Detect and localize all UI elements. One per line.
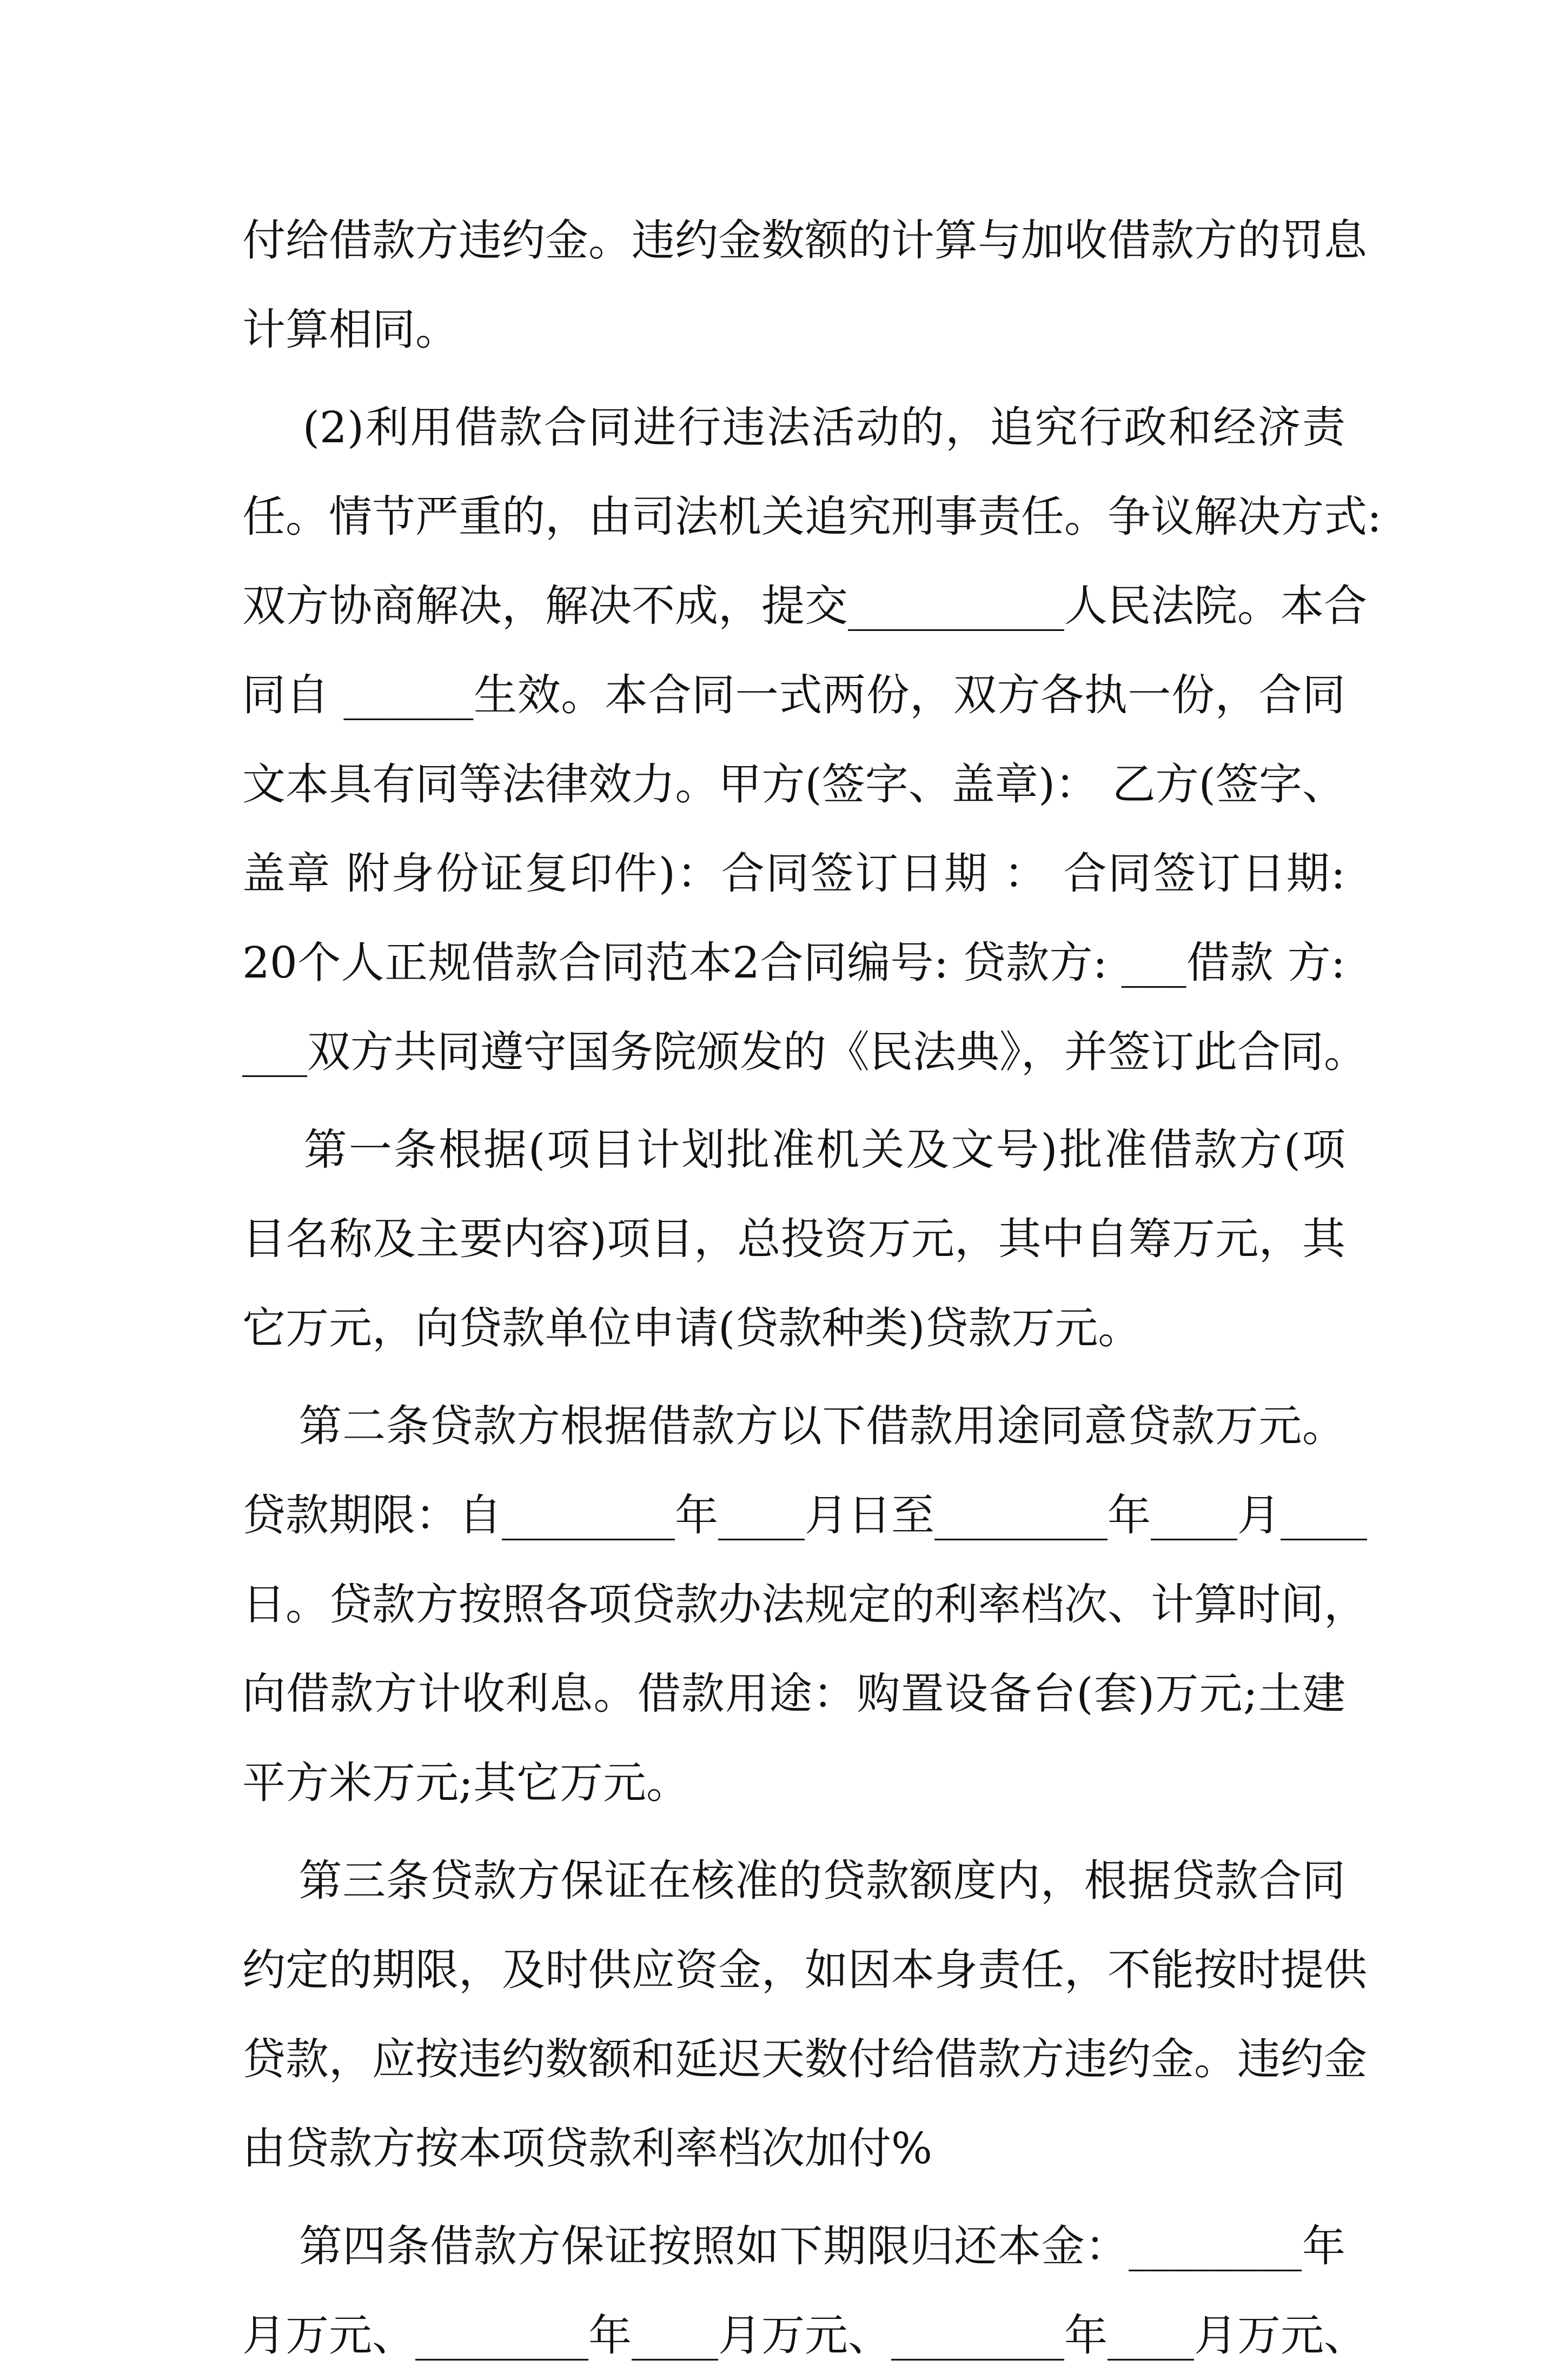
text-line: 20个人正规借款合同范本2合同编号: 贷款方: ___借款 方: bbox=[242, 938, 1345, 988]
text-line: 月万元、________年____月万元、________年____月万元、 bbox=[242, 2310, 1367, 2361]
text-line: 它万元，向贷款单位申请(贷款种类)贷款万元。 bbox=[242, 1303, 1142, 1353]
text-line: 约定的期限，及时供应资金，如因本身责任，不能按时提供 bbox=[242, 1945, 1367, 1995]
text-line: 同自 ______生效。本合同一式两份，双方各执一份，合同 bbox=[242, 670, 1345, 720]
text-line: 第四条借款方保证按照如下期限归还本金：________年 bbox=[242, 2221, 1345, 2271]
text-line: 由贷款方按本项贷款利率档次加付% bbox=[242, 2123, 933, 2173]
text-line: 计算相同。 bbox=[242, 304, 459, 355]
text-line: 第二条贷款方根据借款方以下借款用途同意贷款万元。 bbox=[242, 1401, 1345, 1451]
text-line: (2)利用借款合同进行违法活动的，追究行政和经济责 bbox=[242, 402, 1345, 453]
text-line: 盖章 附身份证复印件)：合同签订日期 ： 合同签订日期: bbox=[242, 848, 1345, 899]
contract-text-body bbox=[242, 196, 1382, 2380]
text-line: 任。情节严重的，由司法机关追究刑事责任。争议解决方式: bbox=[242, 491, 1382, 542]
text-line: 第一条根据(项目计划批准机关及文号)批准借款方(项 bbox=[242, 1125, 1345, 1175]
text-line: ___双方共同遵守国务院颁发的《民法典》，并签订此合同。 bbox=[242, 1027, 1367, 1077]
text-line: 贷款，应按违约数额和延迟天数付给借款方违约金。违约金 bbox=[242, 2034, 1367, 2084]
text-line: 目名称及主要内容)项目，总投资万元，其中自筹万元，其 bbox=[242, 1214, 1345, 1264]
text-line: 向借款方计收利息。借款用途：购置设备台(套)万元;土建 bbox=[242, 1668, 1345, 1719]
text-line: 第三条贷款方保证在核准的贷款额度内，根据贷款合同 bbox=[242, 1856, 1345, 1906]
text-line: 贷款期限：自________年____月日至________年____月____ bbox=[242, 1490, 1367, 1540]
text-line: 付给借款方违约金。违约金数额的计算与加收借款方的罚息 bbox=[242, 215, 1367, 265]
text-line: 双方协商解决，解决不成，提交__________人民法院。本合 bbox=[242, 581, 1367, 631]
text-line: 平方米万元;其它万元。 bbox=[242, 1758, 689, 1808]
text-line: 日。贷款方按照各项贷款办法规定的利率档次、计算时间， bbox=[242, 1579, 1367, 1630]
text-line: 文本具有同等法律效力。甲方(签字、盖章)： 乙方(签字、 bbox=[242, 759, 1345, 809]
